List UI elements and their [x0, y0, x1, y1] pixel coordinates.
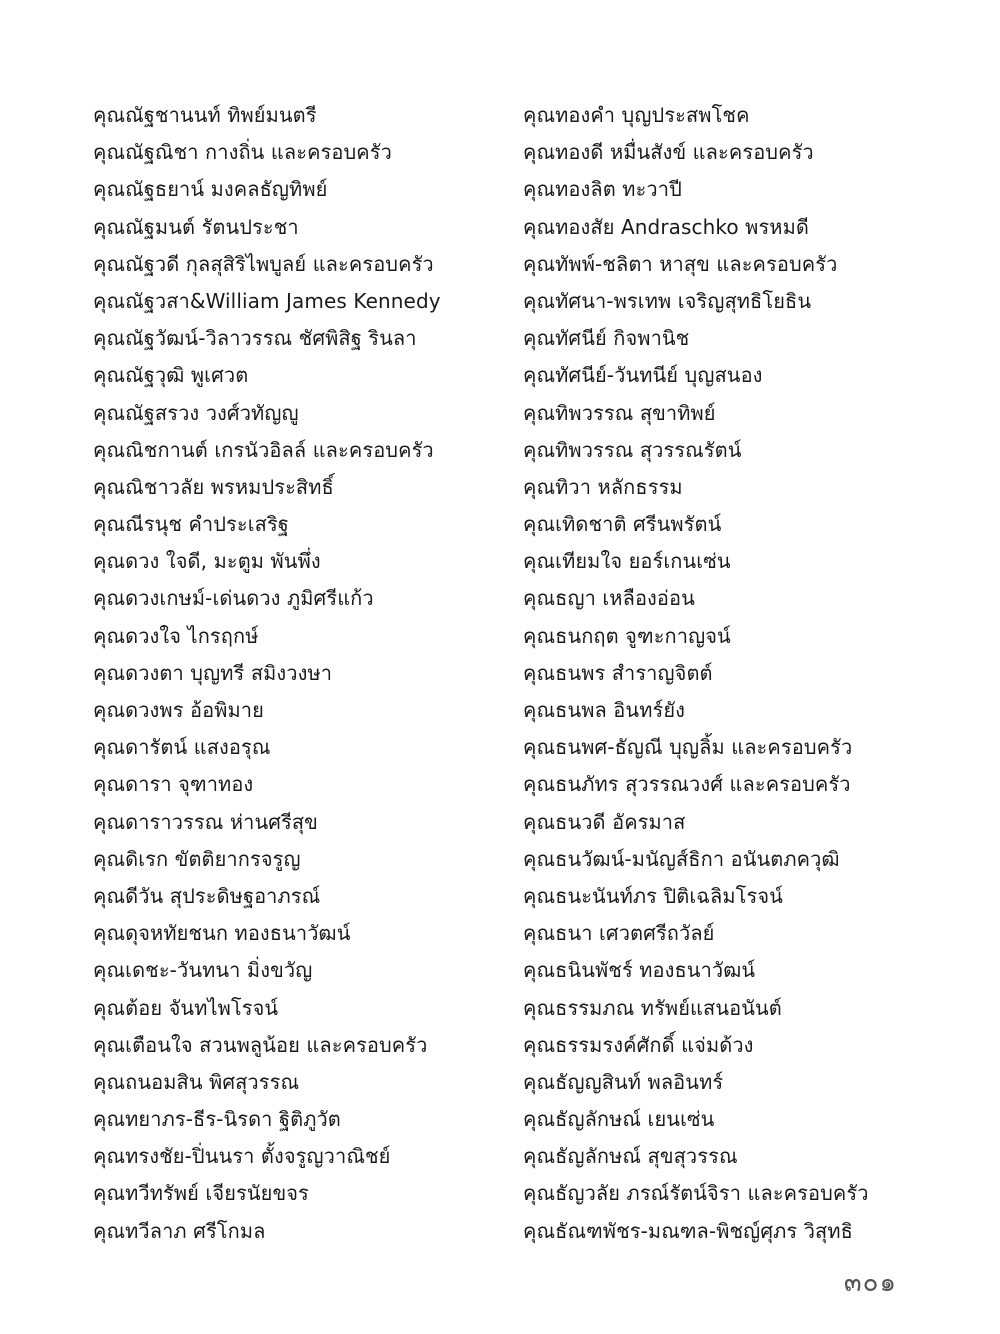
name-entry: คุณเทียมใจ ยอร์เกนเซ่น: [523, 549, 731, 574]
name-entry: คุณธัญลักษณ์ เยนเซ่น: [523, 1107, 715, 1132]
page-number: ๓๐๑: [843, 1268, 897, 1298]
name-entry: คุณทิพวรรณ สุขาทิพย์: [523, 400, 716, 425]
right-name-column: [523, 97, 963, 1250]
name-entry: คุณดวงตา บุญทรี สมิงวงษา: [93, 660, 333, 685]
name-entry: คุณดิเรก ขัตติยากรจรูญ: [93, 846, 301, 871]
name-entry: คุณทยาภร-ธีร-นิรดา ฐิติภูวัต: [93, 1107, 341, 1132]
name-entry: คุณธนวัฒน์-มนัญส์ธิกา อนันตภควุฒิ: [523, 846, 840, 871]
name-entry: คุณธรรมรงค์ศักดิ์ แจ่มด้วง: [523, 1032, 754, 1057]
name-entry: คุณดวงพร อ้อพิมาย: [93, 698, 264, 722]
name-entry: คุณณิชาวลัย พรหมประสิทธิ์: [93, 474, 334, 499]
name-entry: คุณทองลิต ทะวาปี: [523, 177, 682, 202]
name-entry: คุณณัฐชานนท์ ทิพย์มนตรี: [93, 103, 317, 127]
name-entry: คุณดีวัน สุประดิษฐอาภรณ์: [93, 883, 321, 908]
name-entry: คุณทิพวรรณ สุวรรณรัตน์: [523, 437, 742, 462]
name-entry: คุณณัฐวัฒน์-วิลาวรรณ ชัศพิสิฐ รินลา: [93, 326, 417, 351]
name-entry: คุณทองคำ บุญประสพโชค: [523, 103, 750, 127]
name-entry: คุณณัฐวสา&William James Kennedy: [93, 288, 441, 313]
name-entry: คุณณัฐสรวง วงศ์วทัญญู: [93, 400, 299, 425]
name-entry: คุณต้อย จันทไพโรจน์: [93, 995, 279, 1020]
name-entry: คุณดวงเกษม์-เด่นดวง ภูมิศรีแก้ว: [93, 586, 374, 611]
name-entry: คุณทัศนา-พรเทพ เจริญสุทธิโยธิน: [523, 288, 812, 313]
name-entry: คุณธรรมภณ ทรัพย์แสนอนันต์: [523, 995, 782, 1020]
name-entry: คุณธนินพัชร์ ทองธนาวัฒน์: [523, 958, 756, 983]
name-entry: คุณเดชะ-วันทนา มิ่งขวัญ: [93, 958, 313, 983]
name-entry: คุณณัฐณิชา กางถิ่น และครอบครัว: [93, 140, 392, 165]
name-entry: คุณธนา เศวตศรีถวัลย์: [523, 921, 715, 946]
name-entry: คุณธญา เหลืองอ่อน: [523, 586, 695, 611]
name-entry: คุณดวงใจ ไกรฤกษ์: [93, 623, 259, 648]
name-entry: คุณธนกฤต จูฑะกาญจน์: [523, 623, 731, 648]
name-entry: คุณณัฐวุฒิ พูเศวต: [93, 363, 249, 388]
name-entry: คุณเตือนใจ สวนพลูน้อย และครอบครัว: [93, 1032, 428, 1057]
name-entry: คุณธนวดี อัครมาส: [523, 809, 686, 834]
name-entry: คุณทัศนีย์ กิจพานิช: [523, 326, 690, 351]
name-entry: คุณดวง ใจดี, มะตูม พันพึ่ง: [93, 549, 321, 574]
name-entry: คุณทองสัย Andraschko พรหมดี: [523, 214, 809, 239]
left-name-column: [93, 97, 513, 1250]
name-entry: คุณดารา จุฑาทอง: [93, 772, 254, 797]
name-entry: คุณณัฐธยาน์ มงคลธัญทิพย์: [93, 177, 328, 202]
name-entry: คุณณัฐมนต์ รัตนประชา: [93, 214, 299, 239]
name-entry: คุณทิวา หลักธรรม: [523, 474, 683, 499]
name-entry: คุณทวีทรัพย์ เจียรนัยขจร: [93, 1181, 309, 1206]
name-entry: คุณธัณฑพัชร-มณฑล-พิชญ์ศุภร วิสุทธิ: [523, 1218, 853, 1243]
name-entry: คุณทัศนีย์-วันทนีย์ บุญสนอง: [523, 363, 763, 388]
name-entry: คุณทรงชัย-ปิ่นนรา ตั้งจรูญวาณิชย์: [93, 1144, 391, 1169]
name-entry: คุณธนะนันท์ภร ปิติเฉลิมโรจน์: [523, 883, 783, 908]
name-entry: คุณทวีลาภ ศรีโกมล: [93, 1218, 266, 1243]
name-entry: คุณธัญญสินท์ พลอินทร์: [523, 1069, 724, 1094]
name-entry: คุณเทิดชาติ ศรีนพรัตน์: [523, 512, 722, 537]
name-entry: คุณณัฐวดี กุลสุสิริไพบูลย์ และครอบครัว: [93, 251, 434, 276]
name-entry: คุณดาราวรรณ ห่านศรีสุข: [93, 809, 318, 834]
name-entry: คุณดุจหทัยชนก ทองธนาวัฒน์: [93, 921, 351, 946]
name-entry: คุณทองดี หมื่นสังข์ และครอบครัว: [523, 140, 814, 165]
name-entry: คุณธนภัทร สุวรรณวงศ์ และครอบครัว: [523, 772, 851, 797]
name-entry: คุณถนอมสิน พิศสุวรรณ: [93, 1069, 300, 1094]
name-entry: คุณธนพล อินทร์ยัง: [523, 698, 686, 722]
name-entry: คุณณิชกานต์ เกรนัวอิลล์ และครอบครัว: [93, 437, 434, 462]
name-entry: คุณธนพศ-ธัญณี บุญลิ้ม และครอบครัว: [523, 735, 853, 760]
name-entry: คุณดารัตน์ แสงอรุณ: [93, 735, 271, 760]
name-entry: คุณณีรนุช คำประเสริฐ: [93, 512, 289, 537]
name-entry: คุณธนพร สำราญจิตต์: [523, 660, 713, 685]
name-entry: คุณธัญวลัย ภรณ์รัตน์จิรา และครอบครัว: [523, 1181, 869, 1206]
name-entry: คุณธัญลักษณ์ สุขสุวรรณ: [523, 1144, 738, 1169]
name-entry: คุณทัพพ์-ชลิตา หาสุข และครอบครัว: [523, 251, 838, 276]
